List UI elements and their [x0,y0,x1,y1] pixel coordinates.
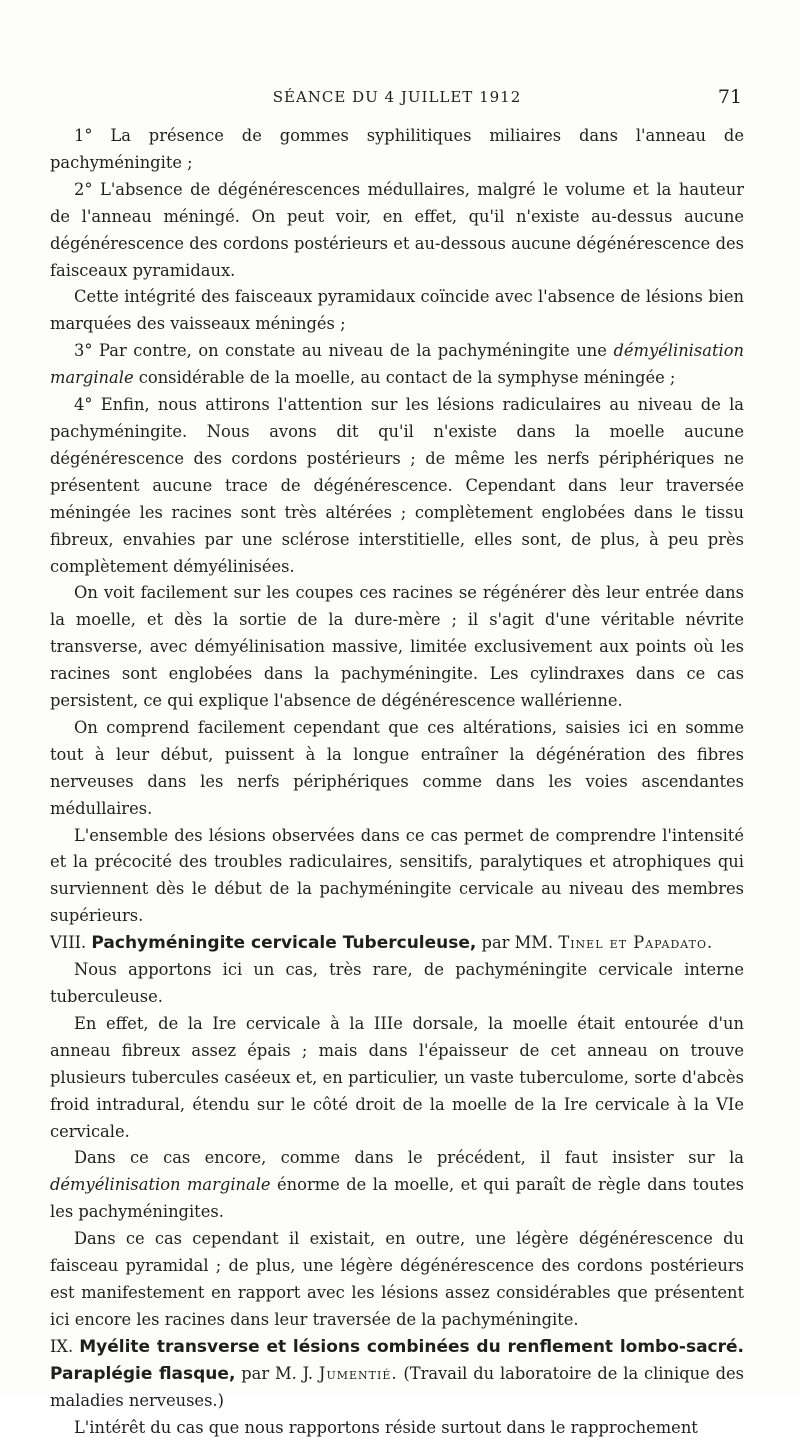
paragraph: 2° L'absence de dégénérescences médullaires, malgré le volume et la hauteur de l'anneau méningé. On peut voir, en effet, qu'il n'existe au-dessus aucune dégénérescence des cordons postérieurs et au-dessous aucune dégénérescence des faisceaux pyramidaux. [50,177,744,285]
paragraph [50,338,744,392]
section-title: Myélite transverse et lésions combinées du renflement lombo-sacré. Paraplégie flasque, [50,1337,744,1384]
section-number: IX. [50,1337,79,1356]
paragraph: Cette intégrité des faisceaux pyramidaux coïncide avec l'absence de lésions bien marquées des vaisseaux méningés ; [50,284,744,338]
paragraph: 1° La présence de gommes syphilitiques miliaires dans l'anneau de pachyméningite ; [50,123,744,177]
text-run: 3° Par contre, on constate au niveau de la pachyméningite une [74,341,613,360]
italic-term: démyélinisation marginale [50,1175,271,1194]
text-run: considérable de la moelle, au contact de la symphyse méningée ; [134,368,676,387]
section-title: Pachyméningite cervicale Tuberculeuse, [91,933,476,953]
paragraph: Nous apportons ici un cas, très rare, de pachyméningite cervicale interne tuberculeuse. [50,957,744,1011]
paragraph: 4° Enfin, nous attirons l'attention sur les lésions radiculaires au niveau de la pachyméningite. Nous avons dit qu'il n'existe dans la moelle aucune dégénérescence des cordons postérieurs ; de même les nerfs périphériques ne présentent aucune trace de dégénérescence. Cependant dans leur traversée méningée les racines sont très altérées ; complètement englobées dans le tissu fibreux, envahies par une sclérose interstitielle, elles sont, de plus, à peu près complètement démyélinisées. [50,392,744,580]
paragraph: On comprend facilement cependant que ces altérations, saisies ici en somme tout à leur début, puissent à la longue entraîner la dégénération des fibres nerveuses dans les nerfs périphériques comme dans les voies ascendantes médullaires. [50,715,744,823]
text-run: Dans ce cas encore, comme dans le précédent, il faut insister sur la [74,1148,744,1167]
page-header [52,86,742,116]
paragraph: Dans ce cas cependant il existait, en outre, une légère dégénérescence du faisceau pyramidal ; de plus, une légère dégénérescence des cordons postérieurs est manifestement en rapport avec les lésions assez considérables que présentent ici encore les racines dans leur traversée de la pachyméningite. [50,1226,744,1334]
paragraph: En effet, de la Ire cervicale à la IIIe dorsale, la moelle était entourée d'un anneau fibreux assez épais ; mais dans l'épaisseur de cet anneau on trouve plusieurs tubercules caséeux et, en particulier, un vaste tuberculome, sorte d'abcès froid intradural, étendu sur le côté droit de la moelle de la Ire cervicale à la VIe cervicale. [50,1011,744,1146]
text-run: énorme de la moelle, et qui paraît de règle dans toutes les pachyméningites. [50,1175,744,1221]
authors-prefix: par MM. [476,933,558,952]
authors-prefix: par M. J. [235,1364,319,1383]
paragraph: L'ensemble des lésions observées dans ce cas permet de comprendre l'intensité et la précocité des troubles radiculaires, sensitifs, paralytiques et atrophiques qui surviennent dès le début de la pachyméningite cervicale au niveau des membres supérieurs. [50,823,744,931]
italic-term: démyélinisation marginale [50,341,744,387]
paragraph: On voit facilement sur les coupes ces racines se régénérer dès leur entrée dans la moelle, et dès la sortie de la dure-mère ; il s'agit d'une véritable névrite transverse, avec démyélinisation massive, limitée exclusivement aux points où les racines sont englobées dans la pachyméningite. Les cylindraxes dans ce cas persistent, ce qui explique l'absence de dégénérescence wallérienne. [50,580,744,715]
body-text [50,123,744,1441]
section-heading [50,930,744,957]
running-title: SÉANCE DU 4 JUILLET 1912 [52,88,742,106]
section-authors: Jumentié. [319,1364,398,1383]
paragraph: L'intérêt du cas que nous rapportons réside surtout dans le rapprochement [50,1415,744,1441]
page-number: 71 [718,86,742,108]
section-authors: Tinel et Papadato. [558,933,713,952]
section-note: (Travail du laboratoire de la clinique des maladies nerveuses.) [50,1364,744,1410]
section-number: VIII. [50,933,91,952]
paragraph [50,1145,744,1226]
section-heading [50,1334,744,1415]
